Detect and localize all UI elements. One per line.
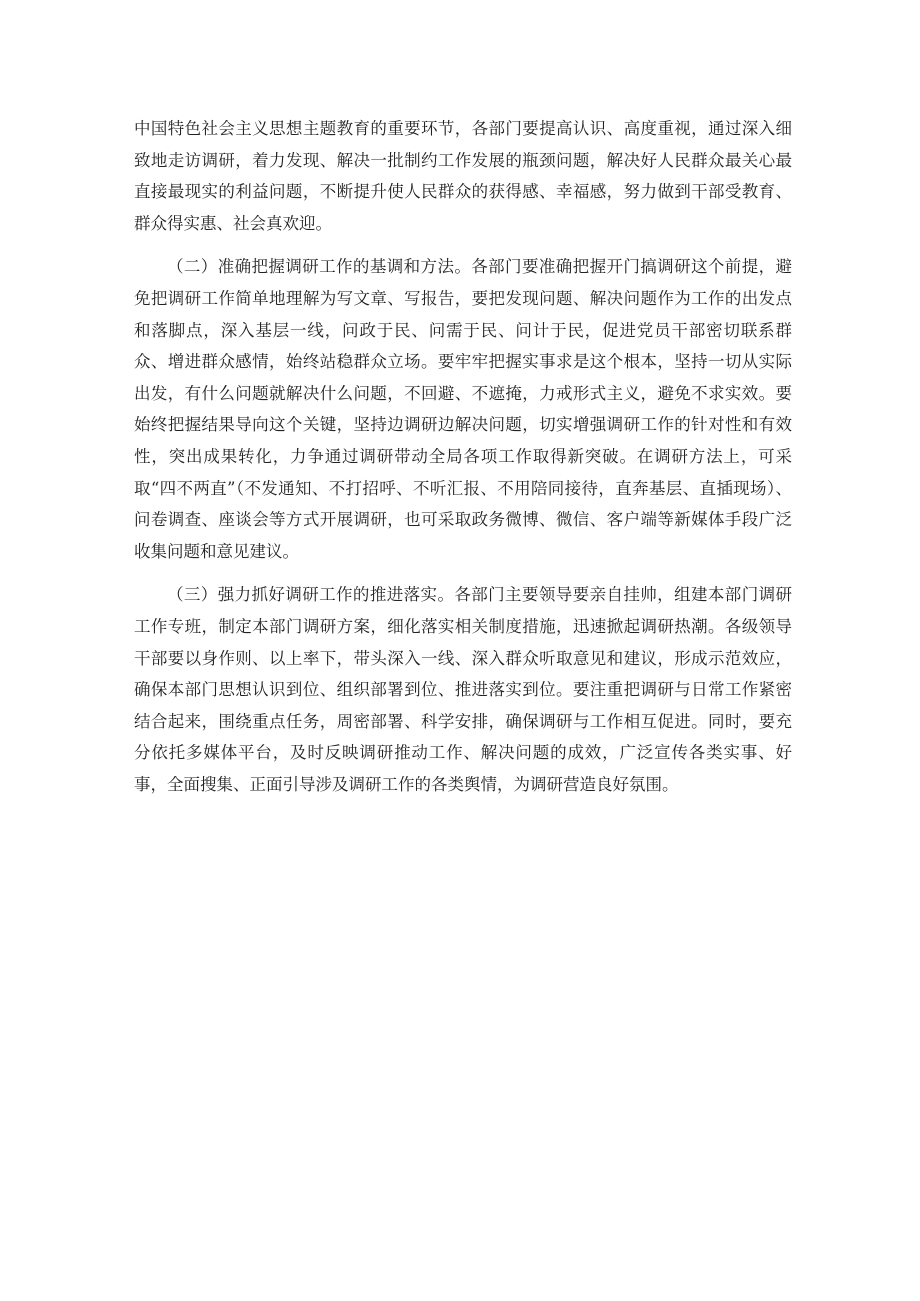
paragraph-continuation: 中国特色社会主义思想主题教育的重要环节，各部门要提高认识、高度重视，通过深入细致地走访调研，着力发现、解决一批制约工作发展的瓶颈问题，解决好人民群众最关心最直接最现实的利益问题，不断提升使人民群众的获得感、幸福感，努力做到干部受教育、群众得实惠、社会真欢迎。	[134, 119, 792, 233]
document-body	[134, 113, 792, 812]
paragraph-section-two: （二）准确把握调研工作的基调和方法。各部门要准确把握开门搞调研这个前提，避免把调研工作简单地理解为写文章、写报告，要把发现问题、解决问题作为工作的出发点和落脚点，深入基层一线，问政于民、问需于民、问计于民，促进党员干部密切联系群众、增进群众感情，始终站稳群众立场。要牢牢把握实事求是这个根本，坚持一切从实际出发，有什么问题就解决什么问题，不回避、不遮掩，力戒形式主义，避免不求实效。要始终把握结果导向这个关键，坚持边调研边解决问题，切实增强调研工作的针对性和有效性，突出成果转化，力争通过调研带动全局各项工作取得新突破。在调研方法上，可采取“四不两直”（不发通知、不打招呼、不听汇报、不用陪同接待，直奔基层、直插现场）、问卷调查、座谈会等方式开展调研，也可采取政务微博、微信、客户端等新媒体手段广泛收集问题和意见建议。	[134, 257, 792, 561]
paragraph-section-three: （三）强力抓好调研工作的推进落实。各部门主要领导要亲自挂帅，组建本部门调研工作专班，制定本部门调研方案，细化落实相关制度措施，迅速掀起调研热潮。各级领导干部要以身作则、以上率下，带头深入一线、深入群众听取意见和建议，形成示范效应，确保本部门思想认识到位、组织部署到位、推进落实到位。要注重把调研与日常工作紧密结合起来，围绕重点任务，周密部署、科学安排，确保调研与工作相互促进。同时，要充分依托多媒体平台，及时反映调研推动工作、解决问题的成效，广泛宣传各类实事、好事，全面搜集、正面引导涉及调研工作的各类舆情，为调研营造良好氛围。	[134, 585, 792, 794]
